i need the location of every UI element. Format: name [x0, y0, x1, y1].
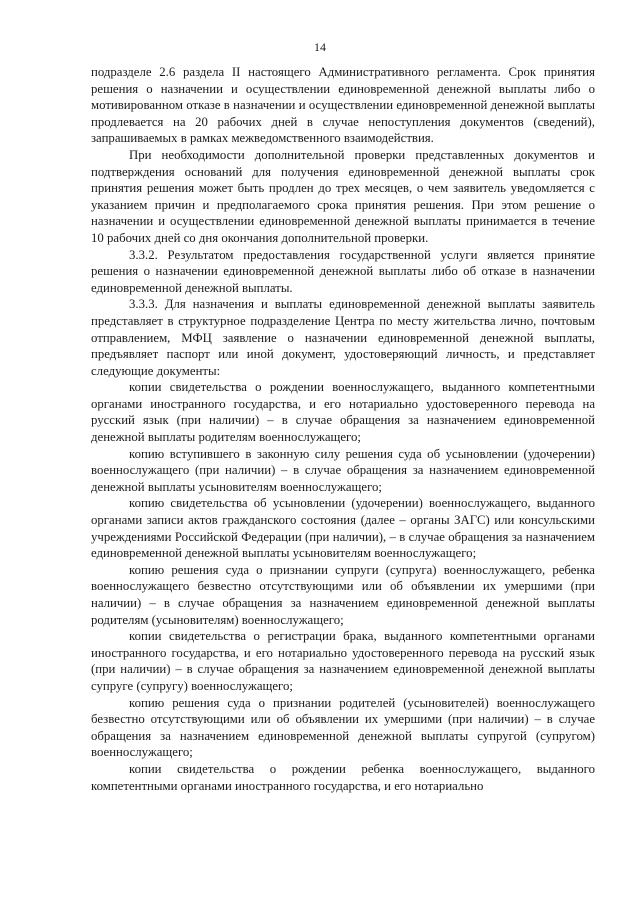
list-item-birth-certificate: копии свидетельства о рождении военнослужащего, выданного компетентными органами иностранного государства, и его нотариально удостоверенного перевода на русский язык (при наличии) – в случае обращения за назначением единовременной денежной выплаты родителям военнослужащего; — [91, 380, 595, 445]
list-item-marriage-certificate: копии свидетельства о регистрации брака, выданного компетентными органами иностранного государства, и его нотариально удостоверенного перевода на русский язык (при наличии) – в случае обращения за назначением единовременной денежной выплаты супруге (супругу) военнослужащего; — [91, 629, 595, 693]
list-item-child-birth-certificate: копии свидетельства о рождении ребенка военнослужащего, выданного компетентными органами иностранного государства, и его нотариально — [91, 761, 595, 793]
paragraph-additional-check: При необходимости дополнительной проверки представленных документов и подтверждения оснований для получения единовременной денежной выплаты срок принятия решения может быть продлен до трех месяцев, о чем заявитель уведомляется с указанием причин и предполагаемого срока принятия решения. При этом решение о назначении и осуществлении единовременной денежной выплаты принимается в течение 10 рабочих дней со дня окончания дополнительной проверки. — [91, 147, 595, 245]
list-item-adoption-court-decision: копию вступившего в законную силу решения суда об усыновлении (удочерении) военнослужащего (при наличии) – в случае обращения за назначением единовременной денежной выплаты усыновителям военнослужащего; — [91, 446, 595, 494]
paragraph-3-3-2: 3.3.2. Результатом предоставления государственной услуги является принятие решения о назначении единовременной денежной выплаты либо об отказе в назначении единовременной денежной выплаты. — [91, 247, 595, 295]
list-item-parents-missing-decision: копию решения суда о признании родителей (усыновителей) военнослужащего безвестно отсутствующими или об объявлении их умершими (при наличии) – в случае обращения за назначением единовременной денежной выплаты супругой (супругом) военнослужащего; — [91, 695, 595, 760]
document-body — [91, 64, 595, 794]
list-item-spouse-missing-decision: копию решения суда о признании супруги (супруга) военнослужащего, ребенка военнослужащего безвестно отсутствующими или об объявлении их умершими (при наличии) – в случае обращения за назначением единовременной денежной выплаты родителям (усыновителям) военнослужащего; — [91, 562, 595, 627]
list-item-adoption-certificate: копию свидетельства об усыновлении (удочерении) военнослужащего, выданного органами записи актов гражданского состояния (далее – органы ЗАГС) или консульскими учреждениями Российской Федерации (при наличии), – в случае обращения за назначением единовременной денежной выплаты усыновителям военнослужащего; — [91, 496, 595, 561]
paragraph-continuation: подразделе 2.6 раздела II настоящего Административного регламента. Срок принятия решения о назначении и осуществлении единовременной денежной выплаты либо о мотивированном отказе в назначении и осуществлении единовременной денежной выплаты продлевается на 20 рабочих дней в случае непоступления документов (сведений), запрашиваемых в рамках межведомственного взаимодействия. — [91, 65, 595, 146]
paragraph-3-3-3: 3.3.3. Для назначения и выплаты единовременной денежной выплаты заявитель представляет в структурное подразделение Центра по месту жительства лично, почтовым отправлением, МФЦ заявление о назначении единовременной денежной выплаты, предъявляет паспорт или иной документ, удостоверяющий личность, и представляет следующие документы: — [91, 297, 595, 378]
page-number: 14 — [314, 40, 326, 54]
